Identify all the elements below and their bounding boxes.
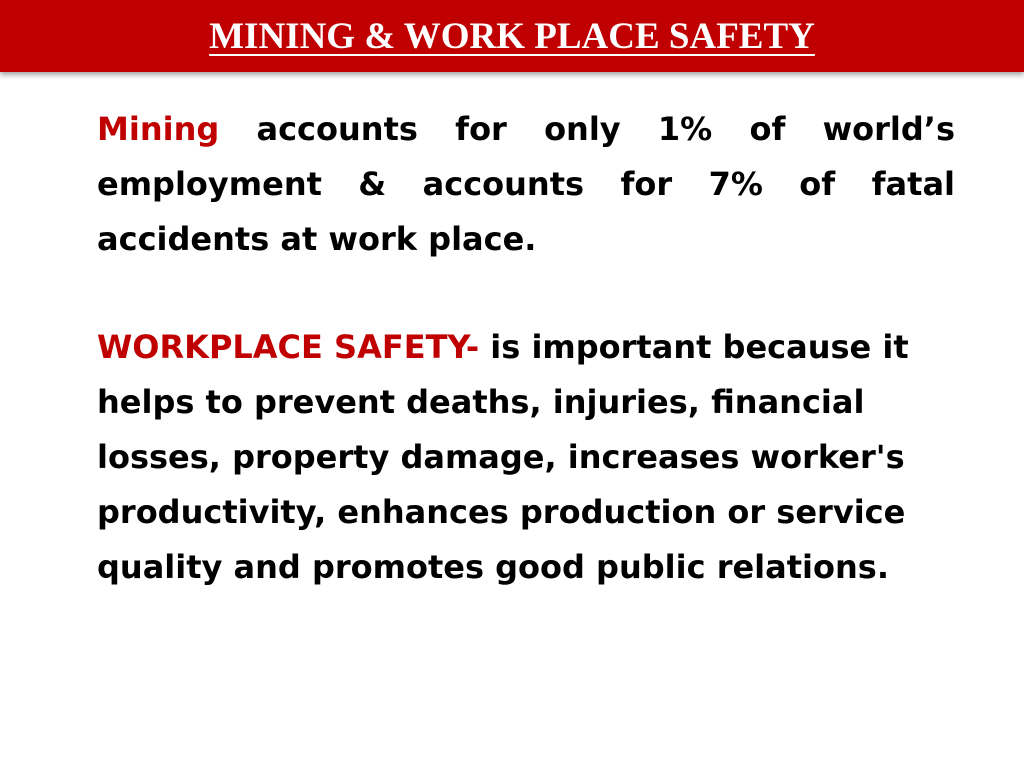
- mining-highlight: Mining: [97, 110, 220, 148]
- workplace-safety-highlight: WORKPLACE SAFETY-: [97, 328, 480, 366]
- paragraph-mining: [97, 102, 955, 267]
- title-bar: [0, 0, 1024, 72]
- slide-title: MINING & WORK PLACE SAFETY: [209, 15, 815, 57]
- slide-body: [97, 102, 955, 595]
- mining-text: accounts for only 1% of world’s employment & accounts for 7% of fatal accidents at work place.: [97, 110, 955, 258]
- workplace-safety-text: is important because it helps to prevent deaths, injuries, financial losses, property damage, increases worker's productivity, enhances production or service quality and promotes good public relations.: [97, 328, 909, 586]
- paragraph-workplace-safety: [97, 320, 947, 595]
